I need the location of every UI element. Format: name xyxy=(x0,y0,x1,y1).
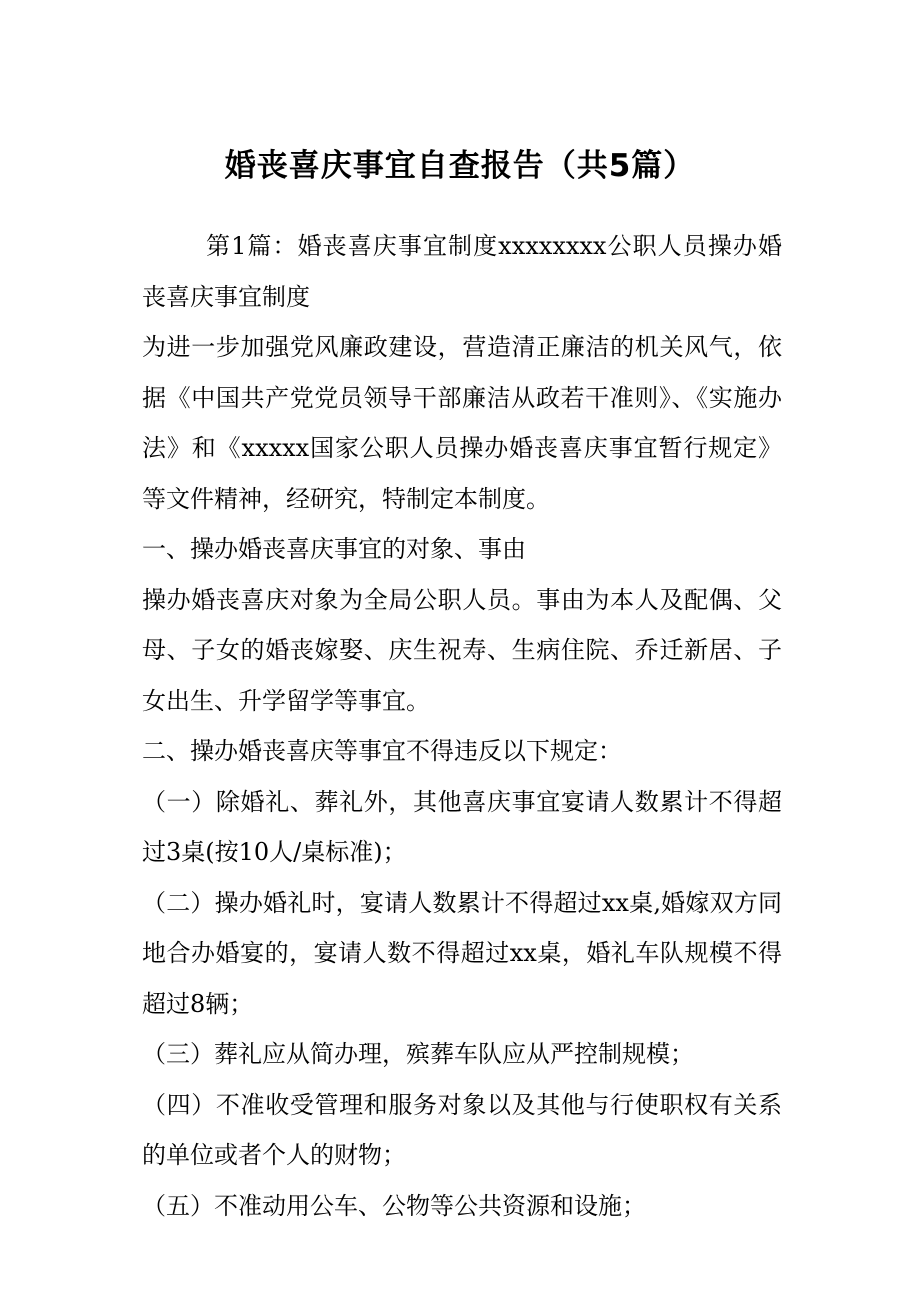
section-heading: 一、操办婚丧喜庆事宜的对象、事由 xyxy=(142,535,526,563)
section-heading: 二、操办婚丧喜庆等事宜不得违反以下规定： xyxy=(142,737,622,765)
document-body xyxy=(142,221,782,1231)
list-item: （一）除婚礼、葬礼外，其他喜庆事宜宴请人数累计不得超过3桌(按10人/桌标准)； xyxy=(142,787,782,866)
list-item: （二）操办婚礼时，宴请人数累计不得超过xx桌,婚嫁双方同地合办婚宴的，宴请人数不得超过xx桌，婚礼车队规模不得超过8辆； xyxy=(142,888,782,1018)
list-item: （五）不准动用公车、公物等公共资源和设施； xyxy=(142,1191,646,1220)
paragraph-heading: 第1篇：婚丧喜庆事宜制度xxxxxxxx公职人员操办婚丧喜庆事宜制度 xyxy=(142,232,782,311)
paragraph: 为进一步加强党风廉政建设，营造清正廉洁的机关风气，依据《中国共产党党员领导干部廉洁从政若干准则》、《实施办法》和《xxxxx国家公职人员操办婚丧喜庆事宜暂行规定》等文件精神，经研究，特制定本制度。 xyxy=(142,333,782,513)
list-item: （四）不准收受管理和服务对象以及其他与行使职权有关系的单位或者个人的财物； xyxy=(142,1090,782,1169)
paragraph: 操办婚丧喜庆对象为全局公职人员。事由为本人及配偶、父母、子女的婚丧嫁娶、庆生祝寿、生病住院、乔迁新居、子女出生、升学留学等事宜。 xyxy=(142,585,782,715)
document-title: 婚丧喜庆事宜自查报告（共5篇） xyxy=(224,148,696,184)
list-item: （三）葬礼应从简办理，殡葬车队应从严控制规模； xyxy=(142,1040,694,1068)
